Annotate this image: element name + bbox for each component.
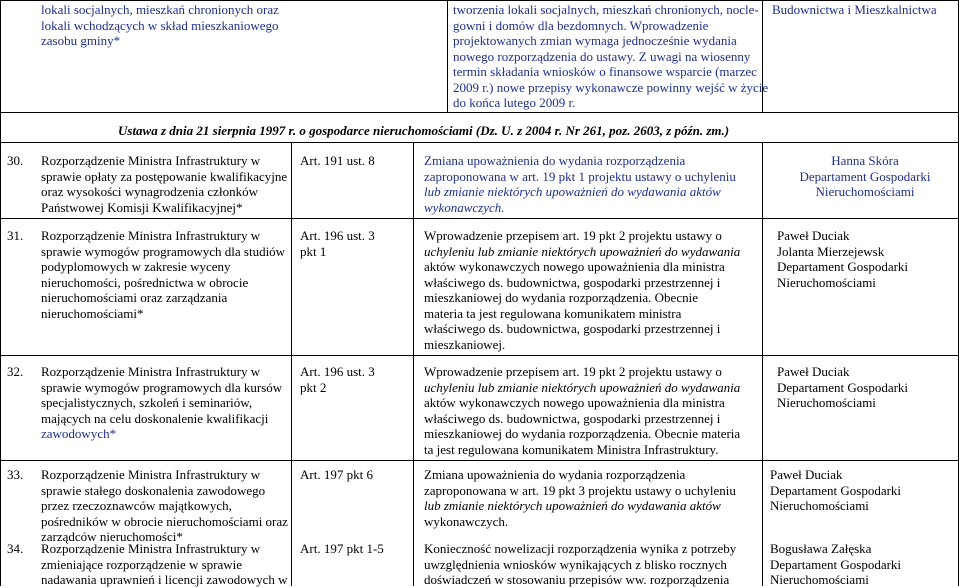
text-line: Paweł Duciak bbox=[777, 228, 850, 243]
row-number: 31. bbox=[7, 228, 24, 243]
text-line: Nieruchomościami bbox=[815, 184, 915, 199]
text-line: pośredników w obrocie nieruchomościami oraz bbox=[41, 513, 288, 529]
article-cell bbox=[300, 467, 373, 483]
top-row-left-cell bbox=[41, 2, 279, 49]
text-line: właściwego ds. budownictwa, gospodarki przestrzennej i bbox=[424, 321, 721, 336]
text-line: zarządców nieruchomości* bbox=[41, 529, 183, 544]
text-line: ta jest regulowana komunikatem Ministra Infrastruktury. bbox=[424, 441, 719, 457]
text-line: aktów wykonawczych nowego upoważnienia dla ministra bbox=[424, 395, 725, 410]
article-cell bbox=[300, 364, 375, 395]
text-line: lokali socjalnych, mieszkań chronionych oraz bbox=[41, 2, 279, 17]
regulation-title-cell bbox=[41, 228, 285, 321]
contact-cell bbox=[770, 467, 901, 514]
text-line: do końca lutego 2009 r. bbox=[453, 95, 576, 110]
article-cell bbox=[300, 228, 375, 259]
text-line: specjalistycznych, szkoleń i seminariów, bbox=[41, 395, 253, 410]
text-line: Państwowej Komisji Kwalifikacyjnej* bbox=[41, 199, 243, 215]
text-line: Departament Gospodarki bbox=[770, 556, 902, 572]
text-line: pkt 2 bbox=[300, 379, 327, 395]
row-number: 34. bbox=[7, 541, 24, 556]
text-line: Rozporządzenie Ministra Infrastruktury w bbox=[41, 467, 261, 482]
text-line: podyplomowych w zakresie wyceny bbox=[41, 259, 231, 274]
text-line: Hanna Skóra bbox=[831, 153, 899, 168]
text-line: tworzenia lokali socjalnych, mieszkań chronionych, nocle- bbox=[453, 2, 759, 17]
text-line: doświadczeń w stosowaniu przepisów ww. rozporządzenia bbox=[424, 572, 730, 587]
text-line: nadawania uprawnień i licencji zawodowych w bbox=[41, 572, 288, 587]
text-line: pkt 1 bbox=[300, 243, 327, 259]
text-line: gowni i domów dla bezdomnych. Wprowadzenie bbox=[453, 17, 709, 33]
row-number: 33. bbox=[7, 467, 24, 482]
text-line: lokali wchodzących w skład mieszkaniowego bbox=[41, 17, 279, 33]
grid-line bbox=[0, 355, 959, 356]
contact-cell bbox=[777, 364, 908, 411]
text-line: zasobu gminy* bbox=[41, 33, 121, 48]
row-number: 32. bbox=[7, 364, 24, 379]
text-line: przez rzeczoznawców majątkowych, bbox=[41, 498, 232, 513]
description-cell bbox=[424, 541, 736, 588]
text-line: nieruchomości, pośrednictwa w obrocie bbox=[41, 274, 249, 290]
regulation-title-cell bbox=[41, 541, 288, 588]
top-row-right-cell bbox=[772, 2, 937, 18]
grid-line bbox=[0, 142, 959, 143]
text-line: sprawie wymogów programowych dla kursów bbox=[41, 379, 283, 395]
grid-line bbox=[0, 0, 1, 586]
text-line: wykonawczych. bbox=[424, 513, 509, 529]
text-line: oraz wysokości wynagrodzenia członków bbox=[41, 184, 258, 199]
text-line: Art. 197 pkt 1-5 bbox=[300, 541, 384, 556]
text-line: materia ta jest regulowana komunikatem ministra bbox=[424, 305, 682, 321]
text-line: lub zmianie niektórych upoważnień do wydawania aktów bbox=[424, 184, 721, 199]
regulation-title-cell bbox=[41, 364, 282, 442]
description-cell bbox=[424, 467, 736, 529]
article-cell bbox=[300, 153, 375, 169]
text-line: termin składania wniosków o finansowe wsparcie (marzec bbox=[453, 64, 757, 79]
text-line: 2009 r.) nowe przepisy wykonawcze powinny wejść w życie bbox=[453, 79, 769, 95]
text-line: właściwego ds. budownictwa, gospodarki przestrzennej i bbox=[424, 274, 721, 290]
text-line: zmieniające rozporządzenie w sprawie bbox=[41, 556, 243, 572]
text-line: uwzględnienia wniosków wynikających z blisko rocznych bbox=[424, 556, 727, 572]
grid-line bbox=[762, 142, 763, 586]
text-line: Nieruchomościami bbox=[770, 572, 869, 587]
text-line: Departament Gospodarki bbox=[799, 168, 931, 184]
text-line: Wprowadzenie przepisem art. 19 pkt 2 projektu ustawy o bbox=[424, 228, 722, 243]
grid-line bbox=[291, 142, 292, 586]
text-line: Rozporządzenie Ministra Infrastruktury w bbox=[41, 541, 261, 556]
text-line: lub zmianie niektórych upoważnień do wydawania aktów bbox=[424, 498, 721, 513]
grid-line bbox=[0, 112, 959, 113]
text-line: Art. 191 ust. 8 bbox=[300, 153, 375, 168]
text-line: Departament Gospodarki bbox=[777, 379, 909, 395]
text-line: uchyleniu lub zmianie niektórych upoważnień do wydawania bbox=[424, 243, 741, 259]
text-line: zaproponowana w art. 19 pkt 1 projektu ustawy o uchyleniu bbox=[424, 168, 736, 184]
text-line: Art. 196 ust. 3 bbox=[300, 364, 375, 379]
text-line: Rozporządzenie Ministra Infrastruktury w bbox=[41, 228, 261, 243]
description-cell bbox=[424, 153, 736, 215]
description-cell bbox=[424, 364, 740, 457]
text-line: projektowanych zmian wymaga jednocześnie wydania bbox=[453, 33, 737, 48]
text-line: mieszkaniowej. bbox=[424, 336, 506, 352]
text-line: Jolanta Mierzejewsk bbox=[777, 243, 885, 259]
text-line: Departament Gospodarki bbox=[770, 482, 902, 498]
text-line: Budownictwa i Mieszkalnictwa bbox=[772, 2, 937, 17]
top-row-middle-cell bbox=[453, 2, 768, 111]
article-cell bbox=[300, 541, 384, 557]
text-line: Konieczność nowelizacji rozporządzenia wynika z potrzeby bbox=[424, 541, 737, 556]
grid-line bbox=[0, 460, 959, 461]
grid-line bbox=[0, 0, 959, 1]
contact-cell bbox=[777, 228, 908, 290]
grid-line bbox=[413, 142, 414, 586]
regulation-title-cell bbox=[41, 467, 288, 545]
regulation-title-cell bbox=[41, 153, 287, 215]
row-number: 30. bbox=[7, 153, 24, 168]
text-line: zaproponowana w art. 19 pkt 3 projektu ustawy o uchyleniu bbox=[424, 482, 736, 498]
text-line: Departament Gospodarki bbox=[777, 259, 909, 274]
text-line: Art. 197 pkt 6 bbox=[300, 467, 373, 482]
text-line: Paweł Duciak bbox=[770, 467, 843, 482]
text-line: Nieruchomościami bbox=[777, 274, 876, 290]
text-line: mieszkaniowej do wydania rozporządzenia. Obecnie materia bbox=[424, 426, 741, 441]
grid-line bbox=[0, 218, 959, 219]
text-line: wykonawczych. bbox=[424, 199, 505, 215]
description-cell bbox=[424, 228, 740, 352]
text-line: Rozporządzenie Ministra Infrastruktury w bbox=[41, 364, 261, 379]
text-line: Art. 196 ust. 3 bbox=[300, 228, 375, 243]
text-line: Nieruchomościami bbox=[770, 498, 869, 513]
text-line: mieszkaniowej do wydania rozporządzenia. Obecnie bbox=[424, 290, 698, 305]
text-line: nieruchomościami* bbox=[41, 305, 144, 321]
text-line: sprawie opłaty za postępowanie kwalifikacyjne bbox=[41, 168, 288, 184]
text-line: Zmiana upoważnienia do wydania rozporządzenia bbox=[424, 467, 686, 482]
text-line: nieruchomościami oraz zarządzania bbox=[41, 290, 228, 305]
text-line: Rozporządzenie Ministra Infrastruktury w bbox=[41, 153, 261, 168]
text-line: aktów wykonawczych nowego upoważnienia dla ministra bbox=[424, 259, 725, 274]
text-line: Bogusława Załęska bbox=[770, 541, 872, 556]
text-line: nowego rozporządzenia do ustawy. Z uwagi na wiosenny bbox=[453, 48, 751, 64]
text-line: Paweł Duciak bbox=[777, 364, 850, 379]
contact-cell bbox=[770, 541, 901, 588]
text-line: właściwego ds. budownictwa, gospodarki przestrzennej i bbox=[424, 410, 721, 426]
grid-line bbox=[447, 0, 448, 112]
text-line: sprawie stałego doskonalenia zawodowego bbox=[41, 482, 266, 498]
text-line: mających na celu doskonalenie kwalifikacji bbox=[41, 410, 269, 426]
text-line: Zmiana upoważnienia do wydania rozporządzenia bbox=[424, 153, 686, 168]
section-heading: Ustawa z dnia 21 sierpnia 1997 r. o gospodarce nieruchomościami (Dz. U. z 2004 r. Nr 261, poz. 2603, z późn. zm.) bbox=[118, 123, 730, 138]
text-line: uchyleniu lub zmianie niektórych upoważnień do wydawania bbox=[424, 379, 741, 395]
text-line: zawodowych* bbox=[41, 426, 117, 441]
text-line: Wprowadzenie przepisem art. 19 pkt 2 projektu ustawy o bbox=[424, 364, 722, 379]
text-line: sprawie wymogów programowych dla studiów bbox=[41, 243, 286, 259]
text-line: Nieruchomościami bbox=[777, 395, 876, 410]
contact-cell bbox=[780, 153, 950, 200]
